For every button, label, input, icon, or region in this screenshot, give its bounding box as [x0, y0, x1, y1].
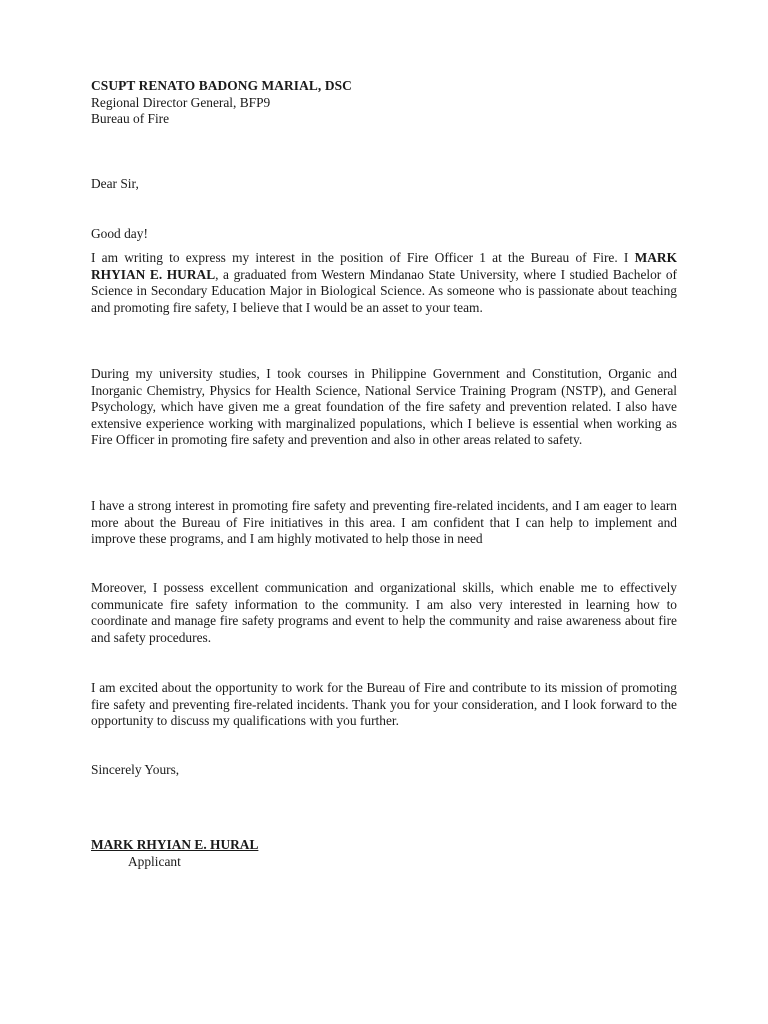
recipient-title: Regional Director General, BFP9 — [91, 94, 271, 110]
salutation: Dear Sir, — [91, 176, 139, 191]
paragraph-skills: Moreover, I possess excellent communication and organizational skills, which enable me to effectively communicate fire safety information to the community. I am also very interested in learning how to coordinate and manage fire safety programs and event to help the community and raise awareness about fire and safety procedures. — [91, 580, 677, 645]
paragraph-closing: I am excited about the opportunity to work for the Bureau of Fire and contribute to its mission of promoting fire safety and preventing fire-related incidents. Thank you for your consideration, and I look forward to the opportunity to discuss my qualifications with you further. — [91, 680, 677, 729]
signature-name: MARK RHYIAN E. HURAL — [91, 837, 259, 852]
paragraph-intro-rest: , a graduated from Western Mindanao State University, where I studied Bachelor of Science in Secondary Education Major in Biological Science. As someone who is passionate about teaching and promoting fire safety, I believe that I would be an asset to your team. — [91, 266, 678, 315]
paragraph-education: During my university studies, I took courses in Philippine Government and Constitution, Organic and Inorganic Chemistry, Physics for Health Science, National Service Training Program (NSTP), and General Psychology, which have given me a great foundation of the fire safety and prevention related. I also have extensive experience working with marginalized populations, which I believe is essential when working as Fire Officer in promoting fire safety and prevention and also in other areas related to safety. — [91, 366, 677, 448]
paragraph-interest: I have a strong interest in promoting fire safety and preventing fire-related incidents, and I am eager to learn more about the Bureau of Fire initiatives in this area. I am confident that I can help to implement and improve these programs, and I am highly motivated to help those in need — [91, 498, 677, 547]
signature-block — [91, 837, 677, 854]
signature-title: Applicant — [128, 854, 181, 869]
paragraph-intro-lead: I am writing to express my interest in the position of Fire Officer 1 at the Bureau of Fire. I — [91, 250, 629, 265]
recipient-org: Bureau of Fire — [91, 111, 170, 127]
recipient-block — [91, 78, 677, 128]
closing: Sincerely Yours, — [91, 762, 180, 777]
paragraph-intro — [91, 250, 677, 316]
recipient-name: CSUPT RENATO BADONG MARIAL, DSC — [91, 78, 352, 93]
applicant-name-inline: MARK RHYIAN E. HURAL — [91, 250, 677, 282]
greeting: Good day! — [91, 226, 148, 241]
